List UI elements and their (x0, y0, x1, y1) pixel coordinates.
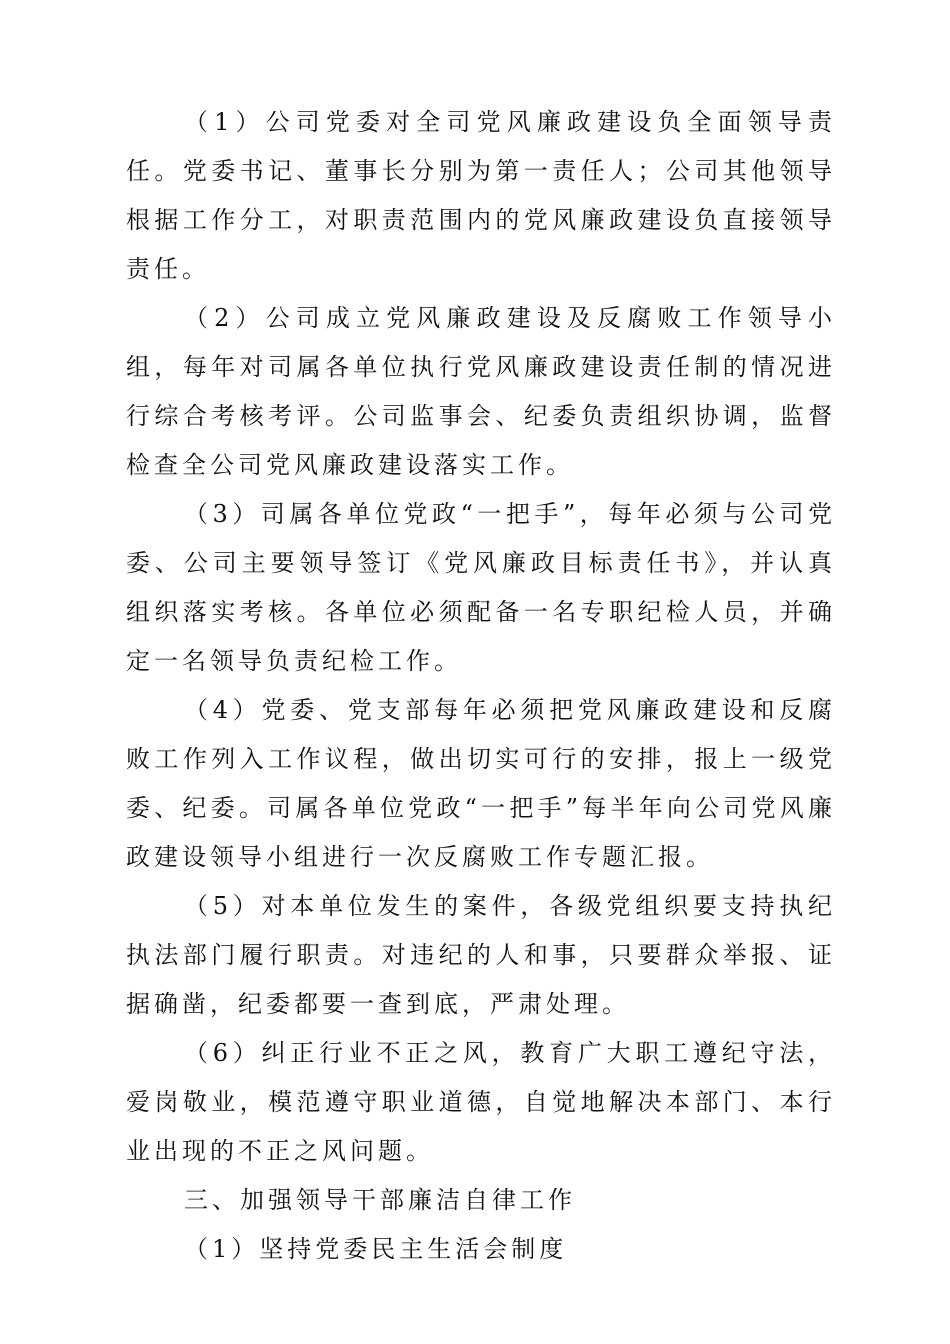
paragraph-duty-5: （5）对本单位发生的案件，各级党组织要支持执纪执法部门履行职责。对违纪的人和事，只要群众举报、证据确凿，纪委都要一查到底，严肃处理。 (126, 892, 836, 1018)
paragraph-duty-6: （6）纠正行业不正之风，教育广大职工遵纪守法，爱岗敬业，模范遵守职业道德，自觉地解决本部门、本行业出现的不正之风问题。 (126, 1039, 836, 1165)
paragraph-duty-4: （4）党委、党支部每年必须把党风廉政建设和反腐败工作列入工作议程，做出切实可行的安排，报上一级党委、纪委。司属各单位党政“一把手”每半年向公司党风廉政建设领导小组进行一次反腐败工作专题汇报。 (126, 696, 836, 871)
paragraph-duty-1: （1）公司党委对全司党风廉政建设负全面领导责任。党委书记、董事长分别为第一责任人；公司其他领导根据工作分工，对职责范围内的党风廉政建设负直接领导责任。 (126, 108, 836, 283)
paragraph-section3-item-1: （1）坚持党委民主生活会制度 (184, 1235, 568, 1263)
paragraph-duty-2: （2）公司成立党风廉政建设及反腐败工作领导小组，每年对司属各单位执行党风廉政建设责任制的情况进行综合考核考评。公司监事会、纪委负责组织协调，监督检查全公司党风廉政建设落实工作。 (126, 304, 836, 479)
paragraph-duty-3: （3）司属各单位党政“一把手”，每年必须与公司党委、公司主要领导签订《党风廉政目标责任书》，并认真组织落实考核。各单位必须配备一名专职纪检人员，并确定一名领导负责纪检工作。 (126, 500, 836, 675)
section-heading: 三、加强领导干部廉洁自律工作 (184, 1186, 576, 1214)
document-body (126, 98, 836, 1274)
